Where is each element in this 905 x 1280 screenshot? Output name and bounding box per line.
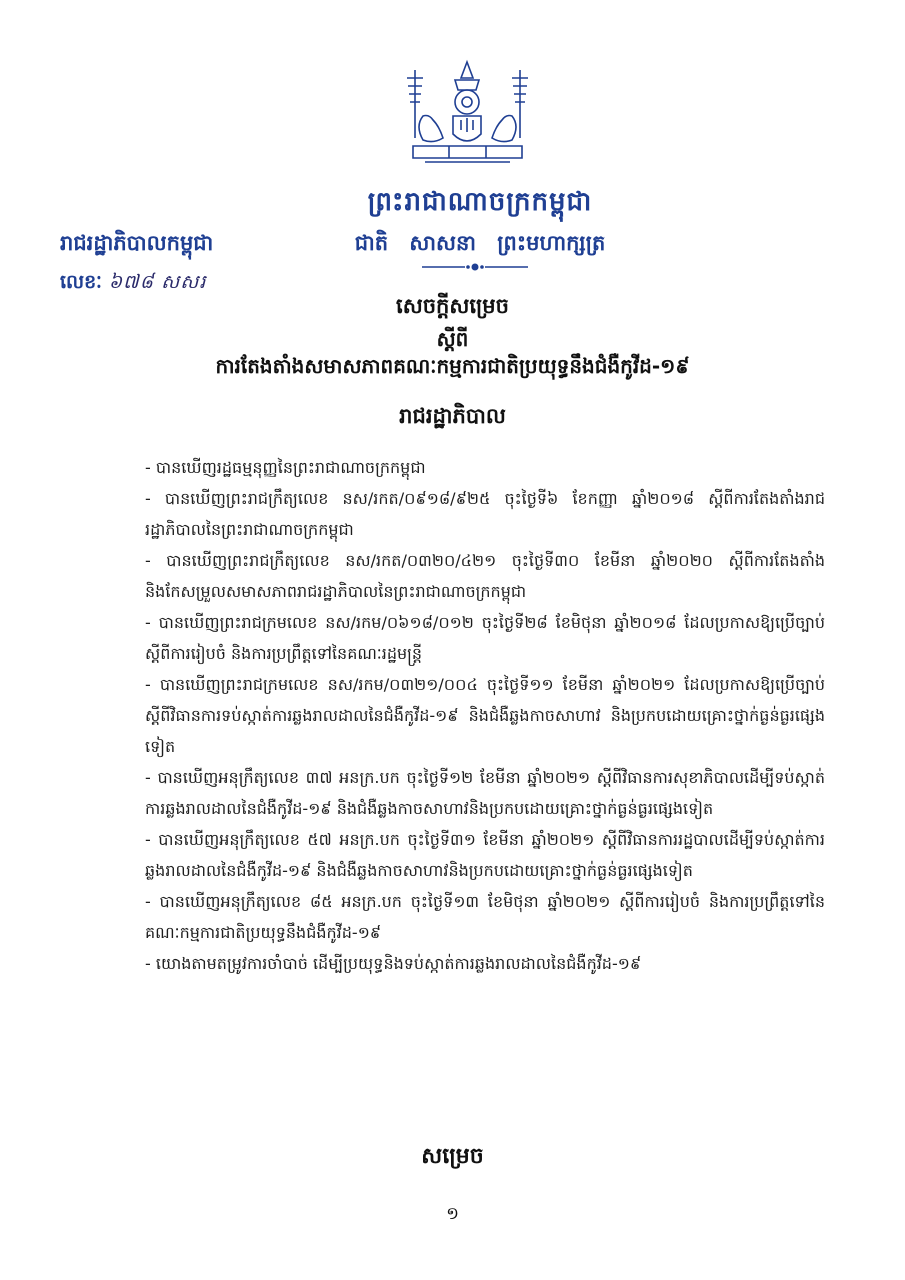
preamble-item: - បានឃើញរដ្ឋធម្មនុញ្ញនៃព្រះរាជាណាចក្រកម្ពុជា <box>145 458 426 477</box>
reference-label: លេខៈ <box>60 271 102 293</box>
ornament-divider-icon <box>420 262 530 272</box>
preamble-item: - បានឃើញអនុក្រឹត្យលេខ ៣៧ អនក្រ.បក ចុះថ្ងៃទី១២ ខែមីនា ឆ្នាំ២០២១ ស្តីពីវិធានការសុខាភិបាលដើម្បីទប់ស្កាត់ការឆ្លងរាលដាលនៃជំងឺកូវីដ-១៩ និងជំងឺឆ្លងកាចសាហាវនិងប្រកបដោយគ្រោះថ្នាក់ធ្ងន់ធ្ងរផ្សេងទៀត <box>145 768 825 818</box>
preamble-item: - បានឃើញព្រះរាជក្រមលេខ នស/រកម/០៣២១/០០៤ ចុះថ្ងៃទី១១ ខែមីនា ឆ្នាំ២០២១ ដែលប្រកាសឱ្យប្រើច្បាប់ស្តីពីវិធានការទប់ស្កាត់ការឆ្លងរាលដាលនៃជំងឺកូវីដ-១៩ និងជំងឺឆ្លងកាចសាហាវ និងប្រកបដោយគ្រោះថ្នាក់ធ្ងន់ធ្ងរផ្សេងទៀត <box>145 675 825 756</box>
reference-value: ៦៧៨ សសរ <box>108 271 207 293</box>
government-name: រាជរដ្ឋាភិបាលកម្ពុជា <box>60 231 214 255</box>
national-motto: ជាតិ សាសនា ព្រះមហាក្សត្រ <box>354 231 606 255</box>
issuer-heading: រាជរដ្ឋាភិបាល <box>399 404 506 428</box>
kingdom-title: ព្រះរាជាណាចក្រកម្ពុជា <box>367 187 593 217</box>
decision-heading: សម្រេច <box>421 1144 484 1169</box>
preamble-item: - យោងតាមតម្រូវការចាំបាច់ ដើម្បីប្រយុទ្ធនិងទប់ស្កាត់ការឆ្លងរាលដាលនៃជំងឺកូវីដ-១៩ <box>145 954 642 973</box>
preamble-item: - បានឃើញព្រះរាជក្រឹត្យលេខ នស/រកត/០៣២០/៤២១ ចុះថ្ងៃទី៣០ ខែមីនា ឆ្នាំ២០២០ ស្តីពីការតែងតាំង និងកែសម្រួលសមាសភាពរាជរដ្ឋាភិបាលនៃព្រះរាជាណាចក្រកម្ពុជា <box>145 551 825 601</box>
preamble-item: - បានឃើញអនុក្រឹត្យលេខ ៥៧ អនក្រ.បក ចុះថ្ងៃទី៣១ ខែមីនា ឆ្នាំ២០២១ ស្តីពីវិធានការរដ្ឋបាលដើម្បីទប់ស្កាត់ការឆ្លងរាលដាលនៃជំងឺកូវីដ-១៩ និងជំងឺឆ្លងកាចសាហាវនិងប្រកបដោយគ្រោះថ្នាក់ធ្ងន់ធ្ងរផ្សេងទៀត <box>145 830 825 880</box>
preamble-item: - បានឃើញអនុក្រឹត្យលេខ ៨៥ អនក្រ.បក ចុះថ្ងៃទី១៣ ខែមិថុនា ឆ្នាំ២០២១ ស្តីពីការរៀបចំ និងការប្រព្រឹត្តទៅនៃគណៈកម្មការជាតិប្រយុទ្ធនឹងជំងឺកូវីដ-១៩ <box>145 892 825 942</box>
royal-emblem-icon <box>395 58 540 173</box>
page-number: ១ <box>446 1204 459 1224</box>
preamble-item: - បានឃើញព្រះរាជក្រឹត្យលេខ នស/រកត/០៩១៨/៩២៥ ចុះថ្ងៃទី៦ ខែកញ្ញា ឆ្នាំ២០១៨ ស្តីពីការតែងតាំងរាជរដ្ឋាភិបាលនៃព្រះរាជាណាចក្រកម្ពុជា <box>145 489 825 539</box>
preamble-item: - បានឃើញព្រះរាជក្រមលេខ នស/រកម/០៦១៨/០១២ ចុះថ្ងៃទី២៨ ខែមិថុនា ឆ្នាំ២០១៨ ដែលប្រកាសឱ្យប្រើច្បាប់ស្តីពីការរៀបចំ និងការប្រព្រឹត្តទៅនៃគណៈរដ្ឋមន្ត្រី <box>145 613 825 663</box>
document-subject: ការតែងតាំងសមាសភាពគណៈកម្មការជាតិប្រយុទ្ធនឹងជំងឺកូវីដ-១៩ <box>215 354 690 378</box>
about-label: ស្តីពី <box>436 327 469 351</box>
document-type: សេចក្តីសម្រេច <box>396 294 509 318</box>
preamble-list <box>145 452 825 979</box>
